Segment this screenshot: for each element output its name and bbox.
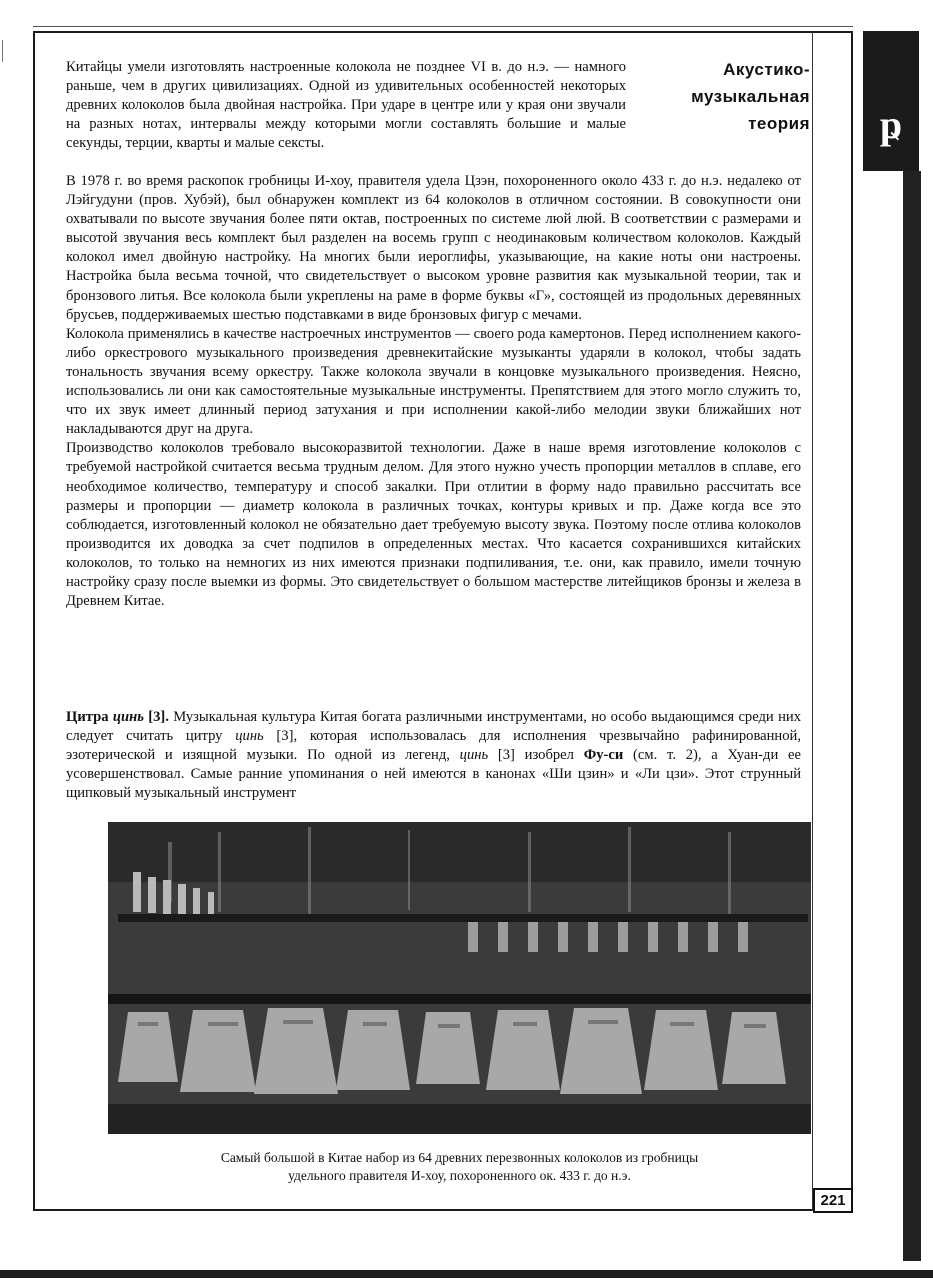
- section-title-line-3: теория: [748, 114, 810, 133]
- tsitra-term-2: цинь: [235, 728, 264, 745]
- tsitra-term-3: цинь: [459, 747, 489, 764]
- top-rule: [33, 26, 853, 27]
- tsitra-text-4: (см. т. 2), а Хуан-ди ее усовершенствовал. Самые ранние упоминания о ней имеются в канонах «Ши цзин» и «Ли цзи». Этот струнный щипковый музыкальный инструмент: [66, 747, 801, 802]
- bells-photo: [108, 822, 811, 1134]
- photo-caption: [108, 1149, 811, 1185]
- tsitra-ref: [3].: [148, 709, 169, 725]
- section-title-line-2: музыкальная: [691, 87, 810, 106]
- section-title: [640, 56, 810, 137]
- paragraph-bells-production: Производство колоколов требовало высокоразвитой технологии. Даже в наше время изготовление колоколов с требуемой настройкой считается весьма трудным делом. Для этого нужно учесть пропорции металлов в сплаве, его необходимое количество, температуру и способ закалки. При отлитии в форму надо правильно рассчитать все размеры и пропорции — диаметр колокола в различных точках, контуры кривых и пр. Даже когда все это соблюдается, изготовленный колокол не обязательно дает требуемую высоту звука. Поэтому после отлива колоколов производится их доводка за счет подпилов в определенных местах. Что касается сохранившихся китайских колоколов, то только на немногих из них имеются признаки подпиливания, т.е. они, как правило, имели точную настройку сразу после выемки из формы. Это свидетельствует о большом мастерстве литейщиков бронзы и железа в Древнем Китае.: [66, 440, 801, 610]
- chapter-thumb-tab: [863, 31, 919, 171]
- caption-line-1: Самый большой в Китае набор из 64 древних перезвонных колоколов из гробницы: [220, 1150, 699, 1165]
- margin-mark: [2, 40, 5, 62]
- tsitra-section: [66, 708, 801, 803]
- tsitra-name: Фу-си: [583, 747, 624, 764]
- bells-photo-illustration: [108, 822, 811, 1134]
- page-number: 221: [813, 1188, 853, 1213]
- tsitra-text-2: [3], которая использовалась для исполнения чрезвычайно рафинированной, эзотерической и изящной музыки. По одной из легенд,: [66, 728, 801, 764]
- chapter-glyph-icon: ҏ: [879, 102, 903, 147]
- paragraph-bells-discovery: В 1978 г. во время раскопок гробницы И-хоу, правителя удела Цзэн, похороненного около 433 г. до н.э. недалеко от Лэйгудуни (пров. Хубэй), был обнаружен комплект из 64 колоколов в отличном состоянии. В совокупности они охватывали по высоте звучания более пяти октав, построенных по системе люй люй. В соответствии с размерами и высотой звучания весь комплект был разделен на восемь групп с неодинаковым количеством колоколов. Каждый колокол имел двойную настройку. На многих были иероглифы, указывающие, на какие ноты они настроены. Настройка была весьма точной, что свидетельствует о высоком уровне развития как музыкальной теории, так и бронзового литья. Все колокола были укреплены на раме в форме буквы «Г», состоящей из продольных деревянных брусьев, поддерживаемых шестью подставками в виде бронзовых фигур с мечами.: [66, 173, 801, 323]
- caption-line-2: удельного правителя И-хоу, похороненного ок. 433 г. до н.э.: [288, 1168, 631, 1183]
- tsitra-heading: Цитра: [66, 709, 109, 725]
- section-title-line-1: Акустико-: [723, 60, 810, 79]
- paragraph-bells-usage: Колокола применялись в качестве настроечных инструментов — своего рода камертонов. Перед исполнением какого-либо оркестрового музыкального произведения древнекитайские музыканты ударяли в колокол, чтобы задать тональность звучания всему оркестру. Также колокола звучали в концовке музыкального произведения. Неясно, использовались ли они как самостоятельные музыкальные инструменты. Препятствием для этого могло служить то, что их звук имеет длинный период затухания и при исполнении какой-либо мелодии звуки ближайших нот накладываются друг на друга.: [66, 325, 801, 438]
- tsitra-text-1: Музыкальная культура Китая богата различными инструментами, но особо выдающимся среди них следует считать цитру: [66, 709, 801, 745]
- main-text: [66, 172, 801, 611]
- bottom-edge-bar: [0, 1270, 933, 1278]
- tsitra-term: цинь: [112, 709, 144, 725]
- column-rule: [812, 31, 813, 1211]
- tsitra-text-3: [3] изобрел: [488, 747, 584, 764]
- tsitra-paragraph: [66, 708, 801, 803]
- intro-paragraph: [66, 58, 626, 153]
- page-edge-shadow: [903, 171, 921, 1261]
- intro-text: Китайцы умели изготовлять настроенные колокола не позднее VI в. до н.э. — намного раньше, чем в других цивилизациях. Одной из удивительных особенностей некоторых древних колоколов была двойная настройка. При ударе в центре или у края они звучали на разных нотах, интервалы между которыми могли составлять большие и малые секунды, терции, кварты и малые сексты.: [66, 59, 626, 152]
